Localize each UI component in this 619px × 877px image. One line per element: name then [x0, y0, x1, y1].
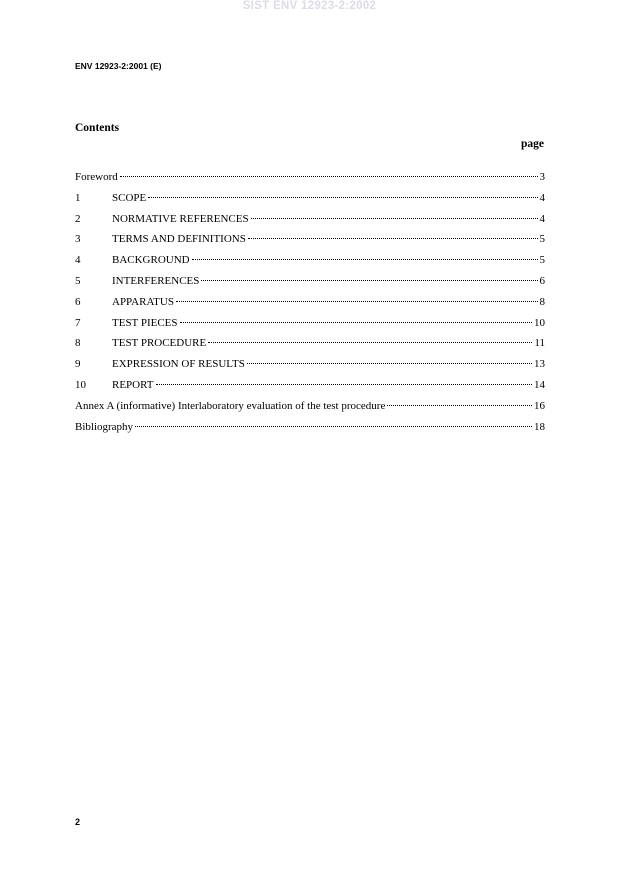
- toc-entry-title: BACKGROUND: [112, 254, 190, 267]
- toc-entry-number: 7: [75, 316, 81, 329]
- toc-entry-page: 5: [539, 254, 545, 267]
- toc-entry[interactable]: [75, 192, 545, 213]
- toc-entry-title: TEST PROCEDURE: [112, 337, 207, 350]
- page-number: 2: [75, 817, 81, 827]
- toc-entry-title: APPARATUS: [112, 295, 174, 308]
- toc-entry[interactable]: [75, 337, 545, 358]
- dot-leader: [201, 280, 537, 281]
- toc-entry-number: 3: [75, 233, 81, 246]
- dot-leader: [176, 301, 538, 302]
- toc-entry[interactable]: [75, 379, 545, 400]
- watermark: SIST ENV 12923-2:2002: [242, 0, 377, 12]
- toc-entry[interactable]: [75, 254, 545, 275]
- dot-leader: [120, 176, 538, 177]
- toc-entry-title: Foreword: [75, 171, 118, 183]
- toc-entry[interactable]: [75, 421, 545, 442]
- toc-entry-title: TERMS AND DEFINITIONS: [112, 233, 246, 246]
- toc-entry-title: EXPRESSION OF RESULTS: [112, 358, 245, 371]
- toc-entry[interactable]: [75, 400, 545, 421]
- dot-leader: [248, 238, 538, 239]
- toc-entry-title: TEST PIECES: [112, 316, 178, 329]
- contents-heading: Contents: [75, 122, 120, 134]
- table-of-contents: [75, 171, 545, 441]
- toc-entry-title: Annex A (informative) Interlaboratory evaluation of the test procedure: [75, 399, 386, 412]
- page-column-label: page: [521, 138, 544, 150]
- toc-entry-page: 13: [534, 358, 545, 371]
- toc-entry-page: 11: [534, 337, 545, 350]
- toc-entry-page: 14: [534, 378, 545, 391]
- dot-leader: [192, 259, 538, 260]
- toc-entry-number: 6: [75, 295, 81, 308]
- toc-entry-number: 4: [75, 254, 81, 267]
- toc-entry-page: 6: [539, 274, 545, 287]
- toc-entry-number: 5: [75, 274, 81, 287]
- dot-leader: [180, 322, 532, 323]
- toc-entry-page: 18: [534, 420, 545, 433]
- dot-leader: [156, 384, 532, 385]
- toc-entry[interactable]: [75, 296, 545, 317]
- toc-entry-title: NORMATIVE REFERENCES: [112, 212, 249, 225]
- toc-entry-title: SCOPE: [112, 191, 147, 204]
- toc-entry-page: 3: [539, 171, 545, 183]
- dot-leader: [387, 405, 532, 406]
- dot-leader: [251, 218, 538, 219]
- toc-entry-page: 10: [534, 316, 545, 329]
- toc-entry[interactable]: [75, 233, 545, 254]
- toc-entry[interactable]: [75, 171, 545, 192]
- dot-leader: [148, 197, 537, 198]
- toc-entry-number: 2: [75, 212, 81, 225]
- toc-entry-page: 8: [539, 295, 545, 308]
- dot-leader: [135, 426, 532, 427]
- toc-entry-number: 10: [75, 378, 86, 391]
- dot-leader: [208, 342, 532, 343]
- dot-leader: [247, 363, 532, 364]
- toc-entry-number: 9: [75, 358, 81, 371]
- toc-entry-page: 16: [534, 399, 545, 412]
- toc-entry[interactable]: [75, 317, 545, 338]
- toc-entry[interactable]: [75, 213, 545, 234]
- toc-entry-number: 1: [75, 191, 81, 204]
- toc-entry-number: 8: [75, 337, 81, 350]
- toc-entry-title: Bibliography: [75, 420, 134, 433]
- toc-entry-page: 4: [539, 212, 545, 225]
- toc-entry-title: INTERFERENCES: [112, 274, 200, 287]
- toc-entry-title: REPORT: [112, 378, 154, 391]
- toc-entry-page: 5: [539, 233, 545, 246]
- toc-entry[interactable]: [75, 275, 545, 296]
- toc-entry-page: 4: [539, 191, 545, 204]
- document-id: ENV 12923-2:2001 (E): [75, 61, 162, 71]
- toc-entry[interactable]: [75, 358, 545, 379]
